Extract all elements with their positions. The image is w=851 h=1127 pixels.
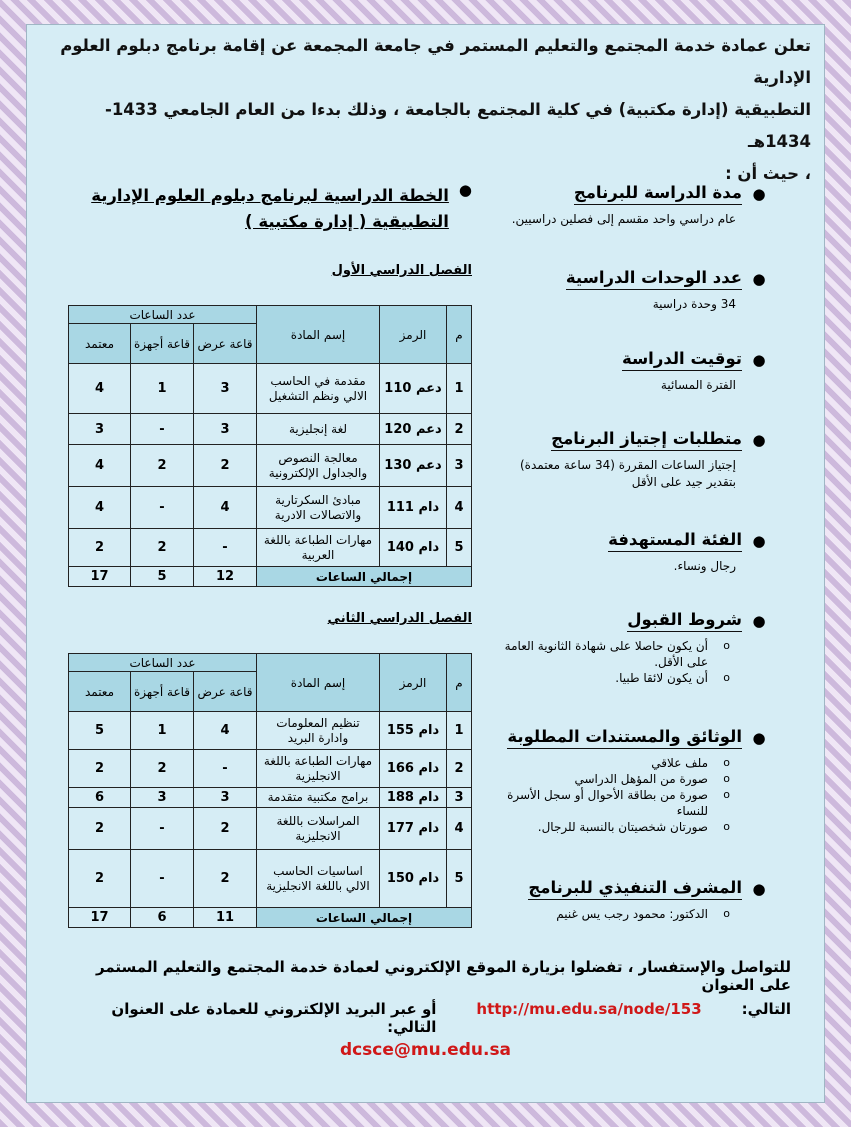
bullet-icon: ●	[458, 181, 472, 199]
table-total-row	[69, 908, 472, 928]
cell-m: 4	[447, 487, 472, 529]
section-units	[500, 268, 766, 313]
cell-m: 1	[447, 364, 472, 414]
cell-lab: -	[131, 850, 194, 908]
section-target	[500, 530, 766, 575]
total-credit: 17	[69, 908, 131, 928]
study-plan	[68, 181, 472, 925]
cell-lab: -	[131, 414, 194, 445]
cell-name: معالجة النصوص والجداول الإلكترونية	[257, 445, 380, 487]
cell-lecture: 2	[194, 445, 257, 487]
section-title: شروط القبول	[627, 610, 742, 632]
cell-lecture: 4	[194, 712, 257, 750]
cell-lab: 1	[131, 364, 194, 414]
list-item: o الدكتور: محمود رجب يس غنيم	[500, 906, 736, 922]
cell-lab: 2	[131, 445, 194, 487]
semester-1-table	[68, 305, 472, 587]
intro-line-1: تعلن عمادة خدمة المجتمع والتعليم المستمر في جامعة المجمعة عن إقامة برنامج دبلوم العلوم الإدارية	[60, 36, 811, 87]
table-row	[69, 364, 472, 414]
section-title: توقيت الدراسة	[622, 349, 742, 371]
table-row	[69, 445, 472, 487]
cell-m: 5	[447, 850, 472, 908]
website-link[interactable]: http://mu.edu.sa/node/153	[476, 1000, 702, 1018]
cell-m: 2	[447, 750, 472, 788]
semester-1-title: الفصل الدراسي الأول	[331, 263, 472, 278]
section-title: المشرف التنفيذي للبرنامج	[528, 878, 742, 900]
cell-lab: 1	[131, 712, 194, 750]
header-m: م	[447, 654, 472, 712]
total-lecture: 11	[194, 908, 257, 928]
cell-code: دام 140	[380, 529, 447, 567]
cell-credit: 4	[69, 445, 131, 487]
cell-lecture: -	[194, 750, 257, 788]
contact-label: التالي:	[741, 1000, 791, 1018]
section-body: رجال ونساء.	[673, 559, 736, 573]
header-credit: معتمد	[69, 672, 131, 712]
header-lecture: قاعة عرض	[194, 324, 257, 364]
cell-credit: 4	[69, 487, 131, 529]
cell-m: 1	[447, 712, 472, 750]
section-title: الفئة المستهدفة	[608, 530, 742, 552]
cell-lecture: 3	[194, 364, 257, 414]
total-lecture: 12	[194, 567, 257, 587]
cell-m: 4	[447, 808, 472, 850]
cell-lecture: 3	[194, 414, 257, 445]
cell-code: دام 166	[380, 750, 447, 788]
table-row	[69, 712, 472, 750]
cell-lab: 3	[131, 788, 194, 808]
total-lab: 5	[131, 567, 194, 587]
cell-m: 3	[447, 445, 472, 487]
plan-title-block	[68, 183, 472, 235]
cell-name: اساسيات الحاسب الالي باللغة الانجليزية	[257, 850, 380, 908]
total-label: إجمالي الساعات	[257, 567, 472, 587]
cell-lab: 2	[131, 529, 194, 567]
section-timing	[500, 349, 766, 394]
cell-name: لغة إنجليزية	[257, 414, 380, 445]
cell-code: دام 177	[380, 808, 447, 850]
header-lab: قاعة أجهزة	[131, 672, 194, 712]
section-body: 34 وحدة دراسية	[652, 297, 736, 311]
list-item: o أن يكون لائقا طبيا.	[500, 670, 736, 686]
section-duration	[500, 183, 766, 228]
list-item: o ملف علاقي	[500, 755, 736, 771]
header-name: إسم المادة	[257, 306, 380, 364]
cell-lecture: 2	[194, 850, 257, 908]
section-body: عام دراسي واحد مقسم إلى فصلين دراسيين.	[511, 212, 736, 226]
cell-credit: 2	[69, 529, 131, 567]
total-lab: 6	[131, 908, 194, 928]
bullet-icon: ●	[752, 269, 766, 288]
cell-m: 5	[447, 529, 472, 567]
cell-name: برامج مكتبية متقدمة	[257, 788, 380, 808]
table-row	[69, 529, 472, 567]
cell-code: دام 111	[380, 487, 447, 529]
cell-name: مقدمة في الحاسب الالي ونظم التشغيل	[257, 364, 380, 414]
cell-name: مهارات الطباعة باللغة العربية	[257, 529, 380, 567]
plan-title: الخطة الدراسية لبرنامج دبلوم العلوم الإدارية التطبيقية ( إدارة مكتبية )	[91, 186, 449, 231]
section-body: إجتياز الساعات المقررة (34 ساعة معتمدة) بتقدير جيد على الأقل	[519, 458, 736, 489]
bullet-icon: ●	[752, 611, 766, 630]
cell-credit: 2	[69, 850, 131, 908]
cell-credit: 5	[69, 712, 131, 750]
header-name: إسم المادة	[257, 654, 380, 712]
cell-lab: -	[131, 487, 194, 529]
section-supervisor	[500, 878, 766, 922]
header-credit: معتمد	[69, 324, 131, 364]
cell-credit: 2	[69, 750, 131, 788]
cell-code: دعم 120	[380, 414, 447, 445]
section-admission	[500, 610, 766, 686]
section-title: متطلبات إجتياز البرنامج	[551, 429, 742, 451]
cell-credit: 2	[69, 808, 131, 850]
semester-2-table	[68, 653, 472, 928]
section-body: الفترة المسائية	[660, 378, 736, 392]
total-label: إجمالي الساعات	[257, 908, 472, 928]
table-total-row	[69, 567, 472, 587]
semester-2-title: الفصل الدراسي الثاني	[327, 611, 472, 626]
cell-lecture: 2	[194, 808, 257, 850]
total-credit: 17	[69, 567, 131, 587]
bullet-icon: ●	[752, 430, 766, 449]
email-link[interactable]: dcsce@mu.edu.sa	[339, 1040, 512, 1060]
cell-name: المراسلات باللغة الانجليزية	[257, 808, 380, 850]
cell-credit: 4	[69, 364, 131, 414]
bullet-icon: ●	[752, 531, 766, 550]
contact-line-2	[60, 1000, 791, 1036]
section-title: الوثائق والمستندات المطلوبة	[507, 727, 742, 749]
bullet-icon: ●	[752, 728, 766, 747]
table-row	[69, 414, 472, 445]
cell-credit: 3	[69, 414, 131, 445]
cell-credit: 6	[69, 788, 131, 808]
header-lecture: قاعة عرض	[194, 672, 257, 712]
header-code: الرمز	[380, 306, 447, 364]
header-hours: عدد الساعات	[69, 654, 257, 672]
header-code: الرمز	[380, 654, 447, 712]
cell-m: 3	[447, 788, 472, 808]
cell-name: مهارات الطباعة باللغة الانجليزية	[257, 750, 380, 788]
section-documents	[500, 727, 766, 835]
contact-line-1: للتواصل والإستفسار ، تفضلوا بزيارة الموقع الإلكتروني لعمادة خدمة المجتمع والتعليم المستمر على العنوان	[95, 958, 791, 994]
bullet-icon: ●	[752, 879, 766, 898]
list-item: o صورة من المؤهل الدراسي	[500, 771, 736, 787]
table-row	[69, 750, 472, 788]
header-m: م	[447, 306, 472, 364]
cell-code: دام 155	[380, 712, 447, 750]
list-item: o صورة من بطاقة الأحوال أو سجل الأسرة للنساء	[500, 787, 736, 819]
table-row	[69, 788, 472, 808]
cell-lecture: -	[194, 529, 257, 567]
cell-code: دعم 110	[380, 364, 447, 414]
header-hours: عدد الساعات	[69, 306, 257, 324]
cell-lecture: 4	[194, 487, 257, 529]
header-lab: قاعة أجهزة	[131, 324, 194, 364]
intro-line-3: ، حيث أن :	[725, 164, 811, 183]
intro-paragraph	[60, 30, 811, 190]
list-item: o أن يكون حاصلا على شهادة الثانوية العامة على الأقل.	[500, 638, 736, 670]
cell-lecture: 3	[194, 788, 257, 808]
list-item: o صورتان شخصيتان بالنسبة للرجال.	[500, 819, 736, 835]
section-title: عدد الوحدات الدراسية	[566, 268, 742, 290]
cell-code: دام 188	[380, 788, 447, 808]
table-row	[69, 487, 472, 529]
bullet-icon: ●	[752, 184, 766, 203]
cell-code: دام 150	[380, 850, 447, 908]
cell-lab: -	[131, 808, 194, 850]
cell-name: مبادئ السكرتارية والاتصالات الادرية	[257, 487, 380, 529]
table-row	[69, 808, 472, 850]
bullet-icon: ●	[752, 350, 766, 369]
cell-lab: 2	[131, 750, 194, 788]
table-row	[69, 850, 472, 908]
section-requirements	[500, 429, 766, 491]
cell-m: 2	[447, 414, 472, 445]
email-intro: أو عبر البريد الإلكتروني للعمادة على العنوان التالي:	[111, 1000, 437, 1036]
cell-code: دعم 130	[380, 445, 447, 487]
intro-line-2: التطبيقية (إدارة مكتبية) في كلية المجتمع بالجامعة ، وذلك بدءا من العام الجامعي 1433-1434هـ	[104, 100, 811, 151]
section-title: مدة الدراسة للبرنامج	[574, 183, 742, 205]
cell-name: تنظيم المعلومات وادارة البريد	[257, 712, 380, 750]
